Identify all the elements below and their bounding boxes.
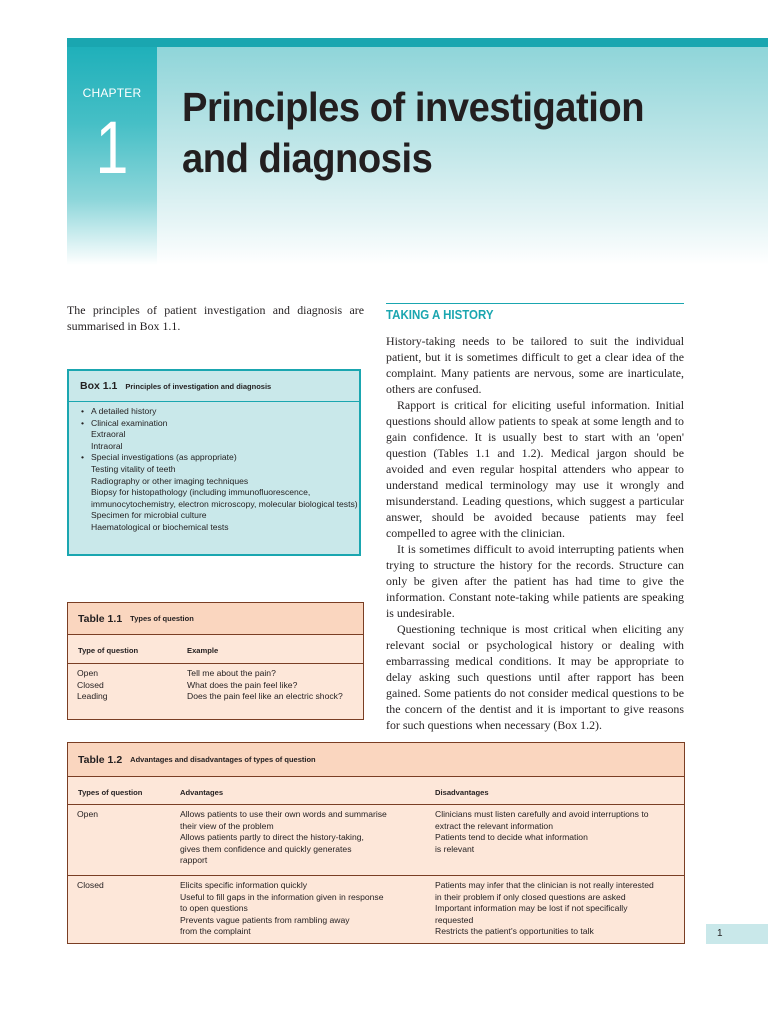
section-heading: TAKING A HISTORY [386, 308, 494, 322]
disadvantage-line: Important information may be lost if not specifically [435, 903, 628, 913]
table-cell-type: Open [77, 668, 99, 678]
advantage-line: Elicits specific information quickly [180, 880, 308, 890]
box-number: Box 1.1 [80, 380, 118, 392]
disadvantage-line: Restricts the patient's opportunities to talk [435, 926, 594, 936]
advantage-line: from the complaint [180, 926, 251, 936]
table-column-headers [68, 777, 684, 805]
table-types-of-question [67, 602, 364, 720]
box-item: Testing vitality of teeth [91, 463, 176, 474]
column-header-example: Example [187, 646, 219, 655]
box-item: Specimen for microbial culture [91, 510, 207, 521]
advantage-line: rapport [180, 855, 208, 865]
box-item: • Special investigations (as appropriate) [81, 452, 359, 464]
box-principles [67, 369, 361, 556]
box-item: Biopsy for histopathology (including immunofluorescence, immunocytochemistry, electron microscopy, molecular biological tests) [91, 487, 358, 509]
table-header [68, 743, 684, 777]
box-item: Radiography or other imaging techniques [91, 475, 249, 486]
disadvantage-line: in their problem if only closed questions are asked [435, 891, 626, 902]
box-item: Haematological or biochemical tests [91, 521, 229, 532]
advantage-line: to open questions [180, 903, 248, 913]
box-item: Extraoral [91, 429, 126, 440]
table-cell-type: Closed [77, 679, 104, 690]
table-number: Table 1.2 [78, 753, 123, 766]
column-header-advantages: Advantages [180, 788, 224, 797]
table-cell-type: Closed [77, 880, 104, 890]
box-item: • A detailed history [81, 406, 359, 418]
table-cell-advantages [180, 880, 384, 938]
table-row-divider [68, 875, 684, 876]
section-paragraph: Questioning technique is most critical when eliciting any relevant social or psychological history or dealing with embarrassing medical conditions. It may be appropriate to delay asking such questions until after rapport has been gained. Some patients do not consider medical questions to be the concern of the dentist and it is important to give reasons for such questions when necessary (Box 1.2). [386, 622, 684, 732]
right-column [386, 303, 684, 733]
disadvantage-line: is relevant [435, 843, 475, 854]
chapter-title-line-1: Principles of investigation [182, 84, 645, 130]
header-top-rule [67, 38, 768, 47]
table-advantages-disadvantages [67, 742, 685, 944]
section-paragraph: Rapport is critical for eliciting useful information. Initial questions should allow patients to speak at some length and to gain confidence. It is usually best to start with an 'open' question (Tables 1.1 and 1.2). Medical jargon should be avoided and even regular hospital attenders who appear to understand medical terminology may use it wrongly and misunderstand. Leading questions, which suggest a particular answer, should be avoided because patients may feel compelled to agree with the clinician. [386, 398, 684, 540]
chapter-title [182, 82, 666, 184]
disadvantage-line: extract the relevant information [435, 820, 553, 831]
table-number: Table 1.1 [78, 612, 123, 625]
section-body [386, 333, 684, 733]
table-caption: Types of question [130, 614, 194, 623]
page-number-tab [706, 924, 768, 944]
box-caption: Principles of investigation and diagnosis [125, 381, 272, 391]
advantage-line: Prevents vague patients from rambling away [180, 914, 350, 925]
disadvantage-line: requested [435, 914, 474, 925]
box-header [69, 371, 359, 402]
advantage-line: gives them confidence and quickly generates [180, 843, 352, 854]
intro-paragraph: The principles of patient investigation and diagnosis are summarised in Box 1.1. [67, 303, 364, 333]
disadvantage-line: Clinicians must listen carefully and avoid interruptions to [435, 809, 649, 819]
chapter-title-line-2: and diagnosis [182, 135, 433, 181]
column-header-type: Type of question [78, 646, 139, 655]
advantage-line: their view of the problem [180, 820, 274, 831]
table-cell-type: Leading [77, 691, 108, 701]
page-number: 1 [717, 928, 723, 939]
table-cell-example: Tell me about the pain? [187, 668, 276, 678]
advantage-line: Allows patients to use their own words and summarise [180, 809, 387, 819]
table-cell-type: Open [77, 809, 99, 819]
disadvantage-line: Patients tend to decide what information [435, 832, 588, 842]
table-cell-example: What does the pain feel like? [187, 679, 298, 690]
table-column-headers [68, 635, 363, 664]
section-paragraph: History-taking needs to be tailored to suit the individual patient, but it is sometimes difficult to get a clear idea of the complaint. Many patients are nervous, some are inarticulate, others are confused. [386, 334, 684, 396]
advantage-line: Allows patients partly to direct the history-taking, [180, 832, 364, 842]
table-header [68, 603, 363, 635]
disadvantage-line: Patients may infer that the clinician is not really interested [435, 880, 654, 890]
box-item-list [69, 402, 359, 534]
section-paragraph: It is sometimes difficult to avoid interrupting patients when trying to structure the history for the records. Structure can only be given after the patient has had time to give the information. Constant note-taking while patients are speaking is undesirable. [386, 542, 684, 620]
table-cell-disadvantages [435, 809, 649, 855]
column-header-disadvantages: Disadvantages [435, 788, 489, 797]
column-header-types: Types of question [78, 788, 143, 797]
chapter-number: 1 [95, 106, 129, 189]
table-cell-disadvantages [435, 880, 654, 938]
chapter-label: CHAPTER [82, 86, 142, 100]
table-cell-example: Does the pain feel like an electric shock? [187, 691, 343, 701]
box-item: • Clinical examination [81, 418, 359, 430]
table-caption: Advantages and disadvantages of types of question [130, 755, 316, 764]
section-rule [386, 303, 684, 304]
advantage-line: Useful to fill gaps in the information given in response [180, 891, 384, 902]
box-item: Intraoral [91, 440, 123, 451]
table-cell-advantages [180, 809, 387, 867]
